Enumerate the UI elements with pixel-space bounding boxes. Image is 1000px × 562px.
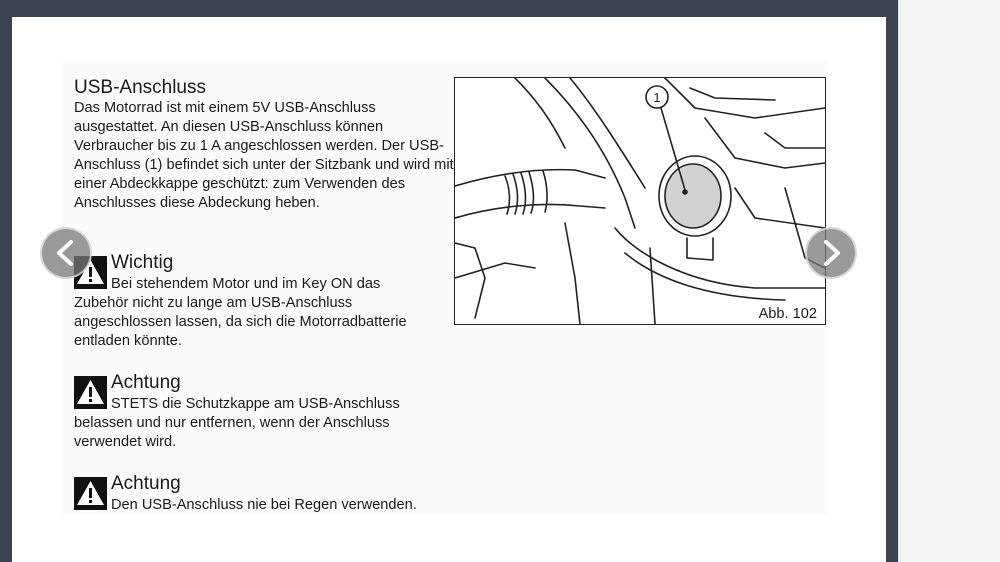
warning-icon bbox=[74, 376, 107, 409]
next-page-button[interactable] bbox=[805, 227, 857, 279]
notice-text: Den USB-Anschluss nie bei Regen verwenden. bbox=[111, 497, 417, 513]
notice-text-continued: Zubehör nicht zu lange am USB-Anschluss angeschlossen lassen, da sich die Motorradbatterie entladen könnte. bbox=[74, 295, 407, 349]
notice-title: Wichtig bbox=[111, 252, 174, 273]
notice-text-continued: belassen und nur entfernen, wenn der Anschluss verwendet wird. bbox=[74, 415, 390, 450]
warning-icon bbox=[74, 477, 107, 510]
usb-port-illustration bbox=[454, 77, 826, 325]
usb-port-drawing bbox=[455, 78, 825, 324]
chevron-left-icon bbox=[42, 229, 90, 277]
notice-text: STETS die Schutzkappe am USB-Anschluss bbox=[111, 396, 400, 412]
figure-caption: Abb. 102 bbox=[758, 306, 817, 322]
notice-title: Achtung bbox=[111, 473, 181, 494]
right-panel bbox=[898, 0, 1000, 562]
section-title: USB-Anschluss bbox=[74, 77, 206, 98]
chevron-right-icon bbox=[807, 229, 855, 277]
notice-text: Bei stehendem Motor und im Key ON das bbox=[111, 276, 381, 292]
top-toolbar bbox=[0, 0, 898, 17]
callout-number: 1 bbox=[653, 90, 661, 105]
notice-title: Achtung bbox=[111, 372, 181, 393]
previous-page-button[interactable] bbox=[40, 227, 92, 279]
intro-paragraph: Das Motorrad ist mit einem 5V USB-Anschluss ausgestattet. An diesen USB-Anschluss können Verbraucher bis zu 1 A angeschlossen werden. Der USB-Anschluss (1) befindet sich unter der Sitzbank und wird mit einer Abdeckkappe geschützt: zum Verwenden des Anschlusses diese Abdeckung heben. bbox=[74, 100, 454, 211]
